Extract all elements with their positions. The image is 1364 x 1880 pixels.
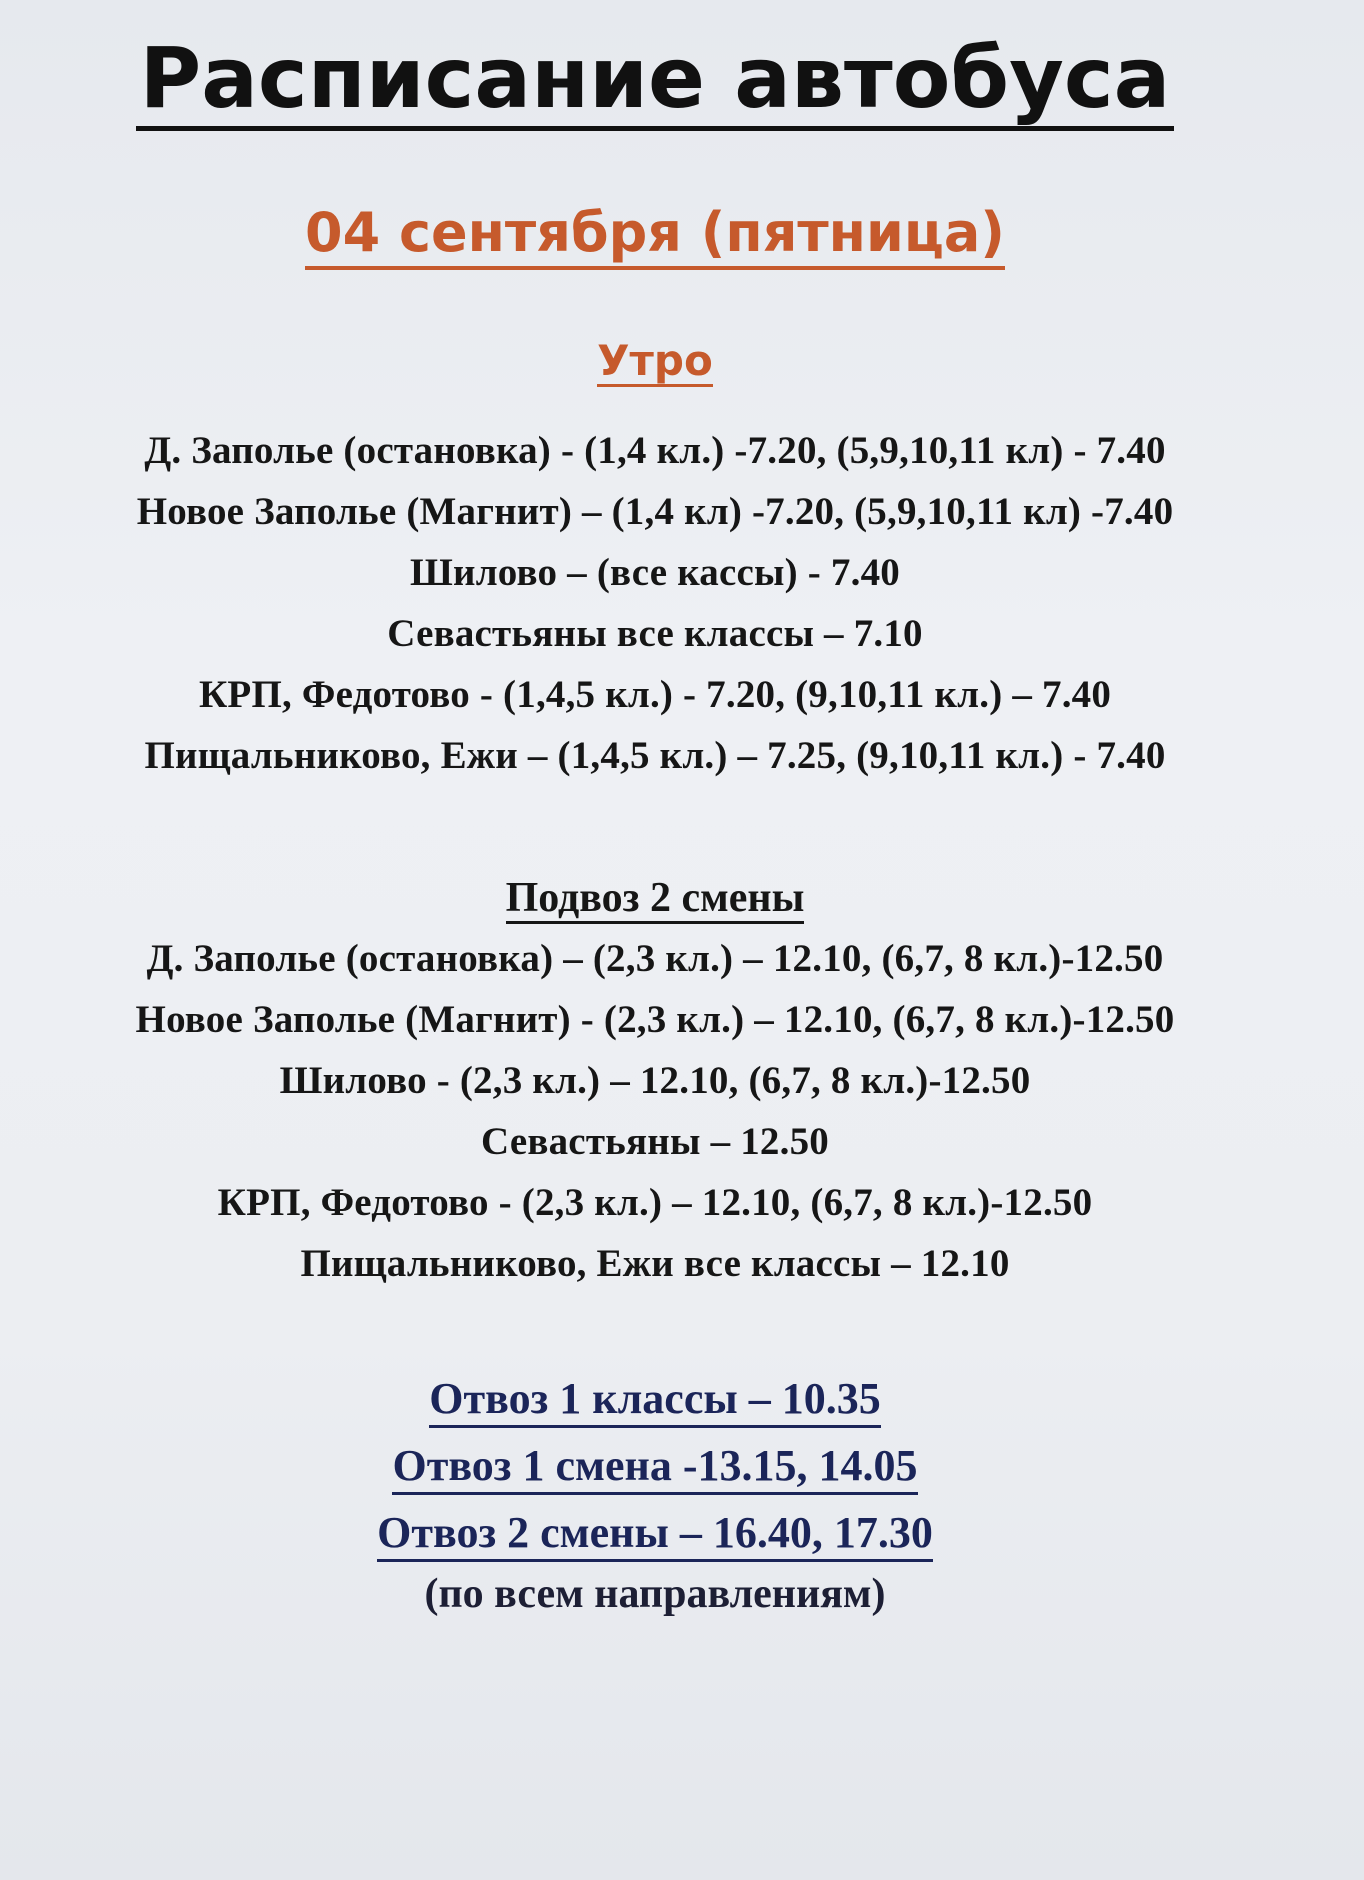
second-shift-line: Д. Заполье (остановка) – (2,3 кл.) – 12.10, (6,7, 8 кл.)-12.50 [146,937,1164,980]
return-line [0,1499,1310,1566]
morning-heading [0,336,1310,387]
second-shift-line: Шилово - (2,3 кл.) – 12.10, (6,7, 8 кл.)-12.50 [279,1059,1031,1102]
morning-line: КРП, Федотово - (1,4,5 кл.) - 7.20, (9,10,11 кл.) – 7.40 [198,673,1112,716]
second-shift-line: Новое Заполье (Магнит) - (2,3 кл.) – 12.10, (6,7, 8 кл.)-12.50 [135,998,1175,1041]
return-schedule-list [0,1365,1310,1566]
return-line-text: Отвоз 1 смена -13.15, 14.05 [392,1440,917,1495]
second-shift-line: КРП, Федотово - (2,3 кл.) – 12.10, (6,7, 8 кл.)-12.50 [217,1181,1093,1224]
morning-line: Пищальниково, Ежи – (1,4,5 кл.) – 7.25, (9,10,11 кл.) - 7.40 [144,734,1166,777]
second-shift-heading [0,874,1310,924]
second-shift-line: Севастьяны – 12.50 [481,1120,829,1163]
second-shift-schedule-list [0,928,1310,1294]
morning-line: Д. Заполье (остановка) - (1,4 кл.) -7.20, (5,9,10,11 кл) - 7.40 [144,429,1166,472]
second-shift-heading-text: Подвоз 2 смены [506,875,805,924]
return-line [0,1432,1310,1499]
morning-line: Новое Заполье (Магнит) – (1,4 кл) -7.20, (5,9,10,11 кл) -7.40 [136,490,1174,533]
page-title [0,28,1310,131]
page-title-text: Расписание автобуса [136,32,1175,131]
morning-line: Севастьяны все классы – 7.10 [387,612,923,655]
morning-line: Шилово – (все кассы) - 7.40 [410,551,900,594]
return-line-text: Отвоз 2 смены – 16.40, 17.30 [377,1507,933,1562]
directions-note: (по всем направлениям) [424,1571,886,1617]
second-shift-line: Пищальниково, Ежи все классы – 12.10 [300,1242,1010,1285]
schedule-date-text: 04 сентября (пятница) [305,200,1005,270]
return-line [0,1365,1310,1432]
return-line-text: Отвоз 1 классы – 10.35 [429,1373,880,1428]
morning-schedule-list [0,420,1310,786]
schedule-date [0,200,1310,270]
morning-heading-text: Утро [597,338,713,387]
